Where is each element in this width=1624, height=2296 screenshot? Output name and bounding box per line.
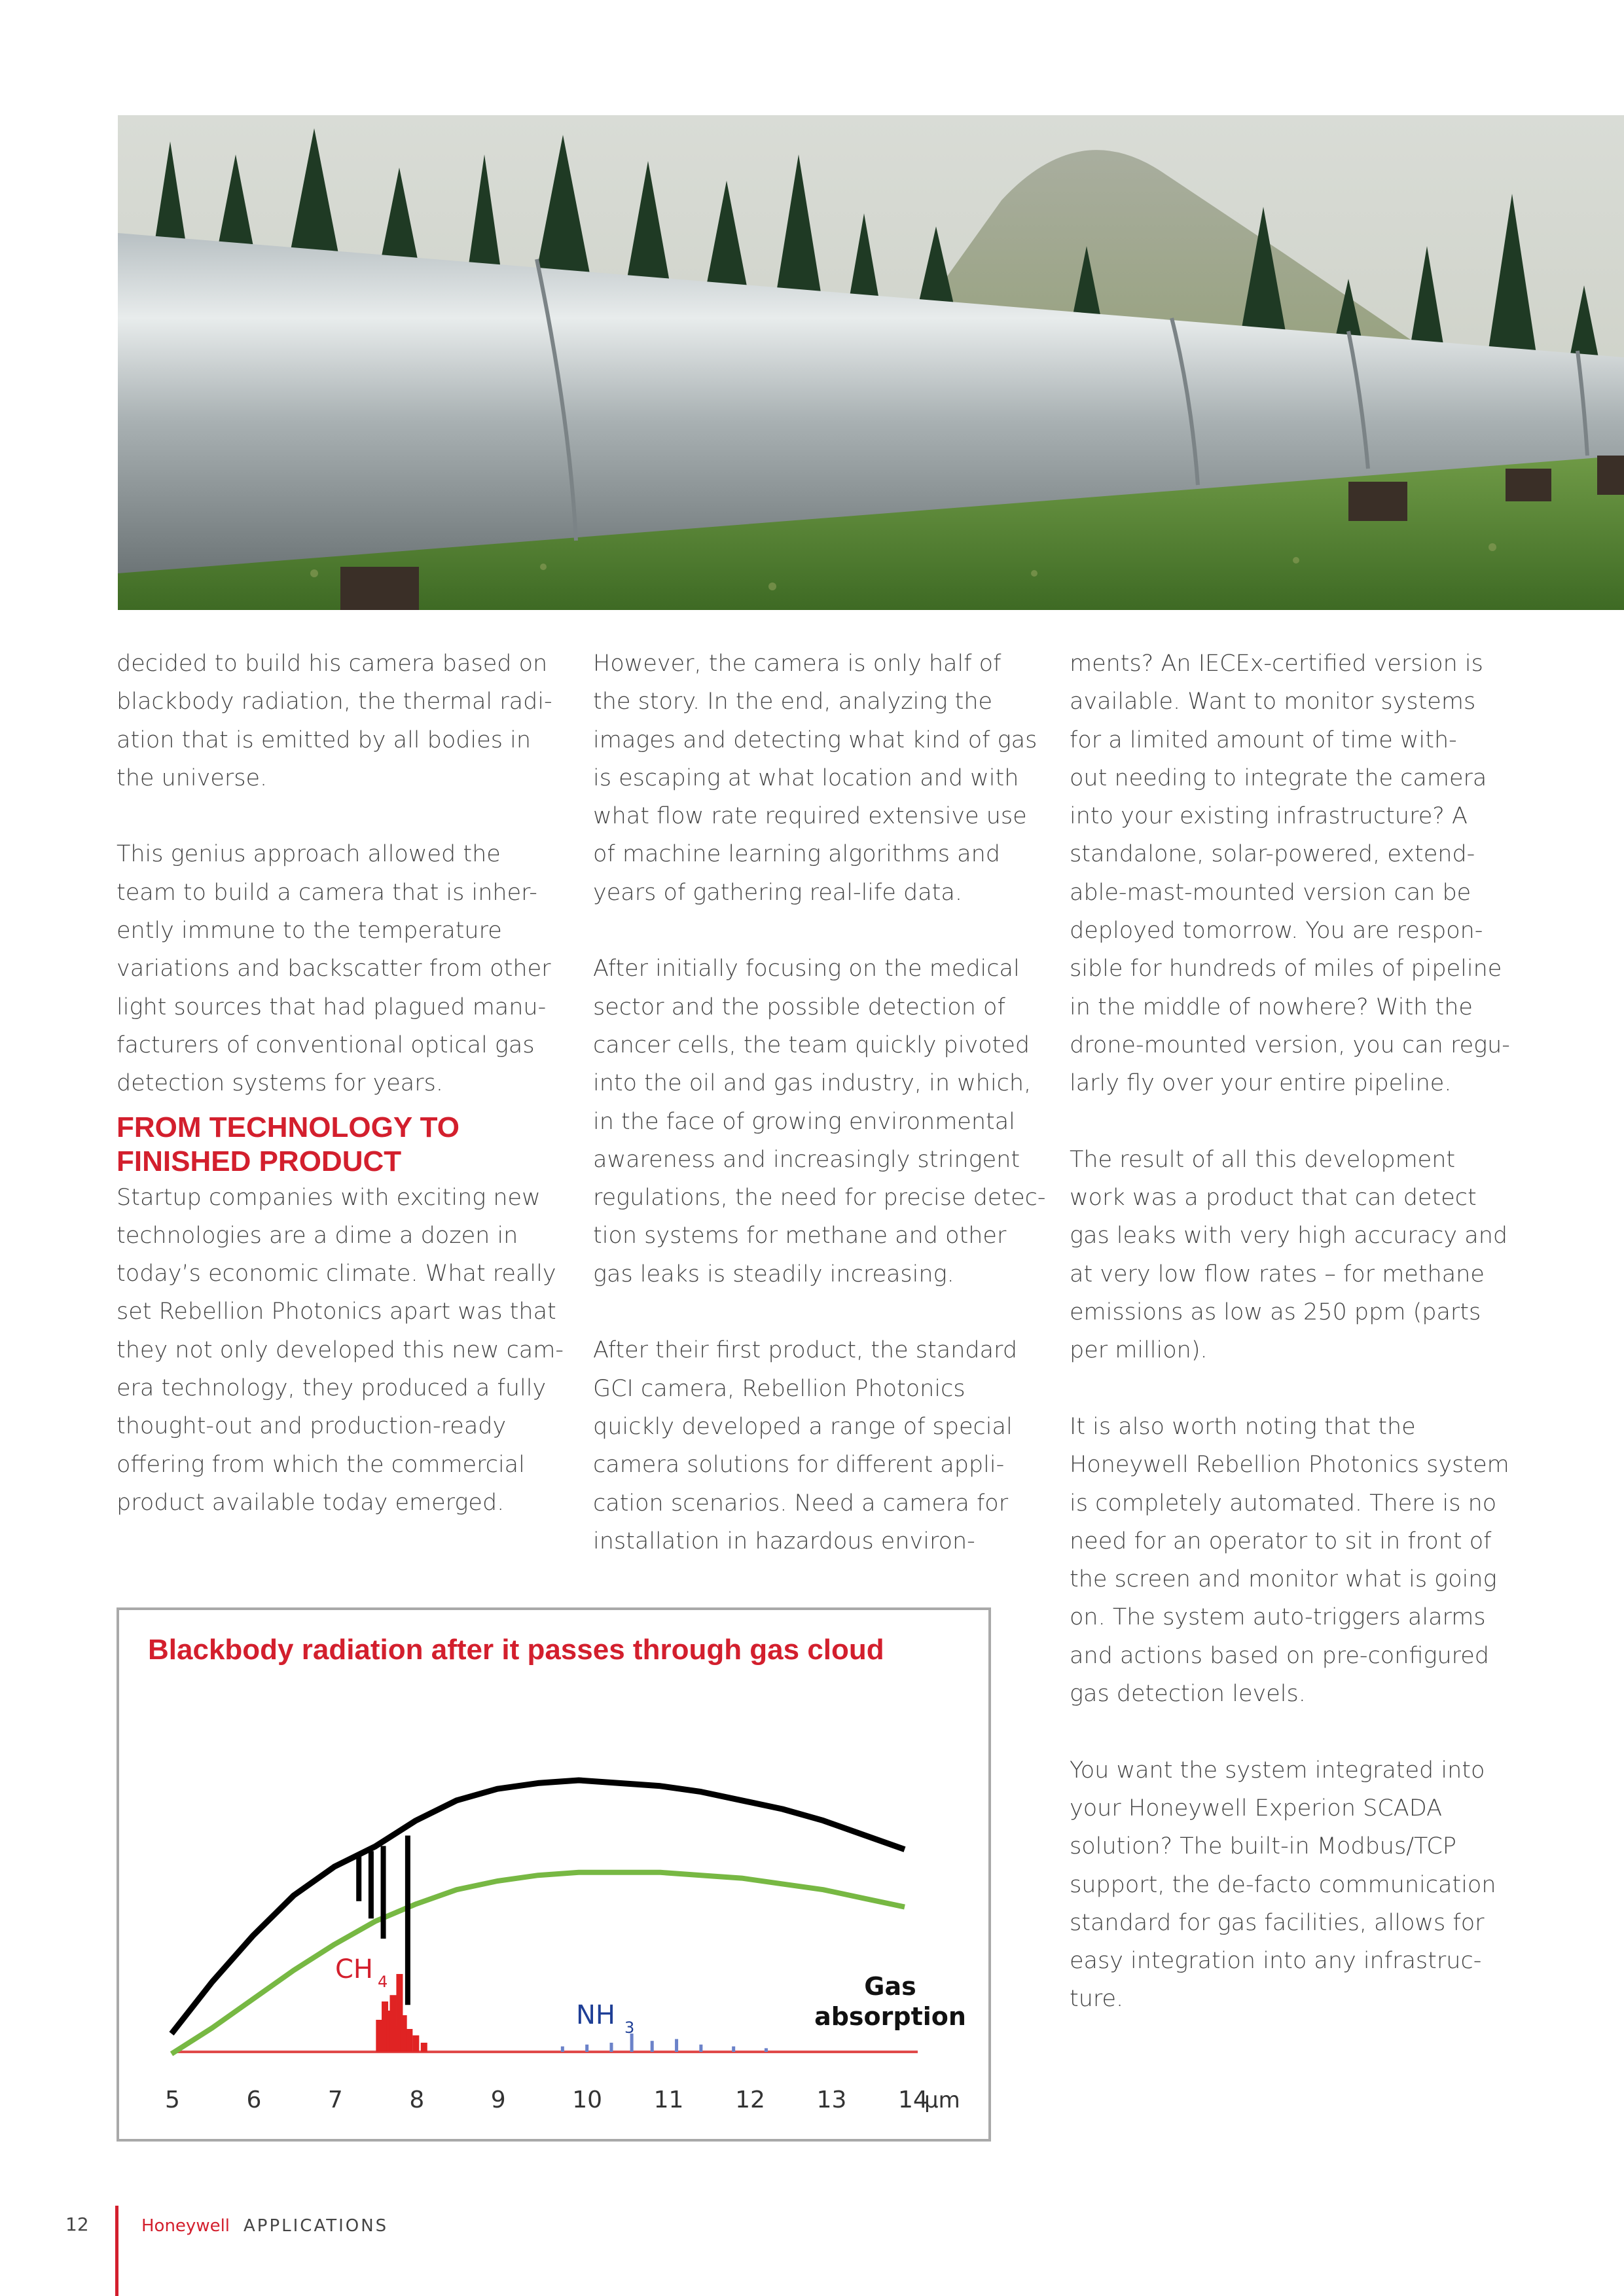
text-line: and actions based on pre-configured — [1070, 1642, 1490, 1669]
text-line: support, the de-facto communication — [1070, 1871, 1496, 1898]
text-line: installation in hazardous environ- — [593, 1528, 975, 1554]
text-line: gas leaks is steadily increasing. — [593, 1261, 954, 1287]
text-line: sible for hundreds of miles of pipeline — [1070, 956, 1502, 982]
x-tick-label: 5 — [165, 2087, 180, 2113]
text-line: offering from which the commercial — [117, 1451, 525, 1478]
text-line: However, the camera is only half of — [593, 651, 1001, 677]
text-line: blackbody radiation, the thermal radi- — [117, 689, 552, 715]
text-line: set Rebellion Photonics apart was that — [117, 1299, 556, 1325]
chart-svg — [119, 1610, 988, 2139]
text-line: After initially focusing on the medical — [593, 956, 1020, 982]
text-line: ation that is emitted by all bodies in — [117, 726, 532, 753]
text-line: what flow rate required extensive use — [593, 803, 1027, 830]
series-line-1 — [171, 1780, 905, 2034]
text-line: detection systems for years. — [117, 1070, 444, 1097]
text-line: quickly developed a range of special — [593, 1413, 1013, 1440]
text-line: gas leaks with very high accuracy and — [1070, 1223, 1508, 1249]
text-line: awareness and increasingly stringent — [593, 1146, 1020, 1173]
text-line: images and detecting what kind of gas — [593, 726, 1038, 753]
text-line: variations and backscatter from other — [117, 956, 551, 982]
paragraph — [593, 645, 1038, 912]
text-line: After their first product, the standard — [593, 1337, 1018, 1364]
text-line: The result of all this development — [1070, 1146, 1456, 1173]
text-line: your Honeywell Experion SCADA — [1070, 1795, 1443, 1821]
paragraph — [1070, 1141, 1508, 1370]
paragraph — [117, 835, 555, 1102]
text-line: product available today emerged. — [117, 1489, 505, 1516]
text-line: per million). — [1070, 1337, 1208, 1364]
text-line: solution? The built-in Modbus/TCP — [1070, 1833, 1456, 1860]
text-line: ments? An IECEx-certified version is — [1070, 651, 1483, 677]
paragraph — [593, 1331, 1032, 1560]
text-line: thought-out and production-ready — [117, 1413, 507, 1440]
footer-divider — [115, 2206, 118, 2296]
text-line: available. Want to monitor systems — [1070, 689, 1476, 715]
text-line: sector and the possible detection of — [593, 994, 1005, 1020]
text-line: facturers of conventional optical gas — [117, 1031, 535, 1058]
section-heading — [117, 1111, 555, 1179]
text-line: the screen and monitor what is going — [1070, 1566, 1497, 1593]
text-column-3 — [1070, 645, 1508, 2018]
x-tick-label: 9 — [490, 2087, 506, 2113]
text-line: years of gathering real-life data. — [593, 879, 962, 906]
x-tick-label: 11 — [653, 2087, 684, 2113]
text-line: is completely automated. There is no — [1070, 1490, 1497, 1516]
text-line: era technology, they produced a fully — [117, 1375, 547, 1402]
text-line: Startup companies with exciting new — [117, 1184, 541, 1211]
text-line: on. The system auto-triggers alarms — [1070, 1604, 1486, 1631]
text-line: into your existing infrastructure? A — [1070, 803, 1468, 830]
text-line: GCI camera, Rebellion Photonics — [593, 1375, 965, 1402]
text-line: out needing to integrate the camera — [1070, 764, 1487, 791]
gas-absorption-label-2: absorption — [814, 2002, 966, 2031]
x-tick-label: 12 — [735, 2087, 765, 2113]
text-line: light sources that had plagued manu- — [117, 994, 547, 1020]
paragraph — [1070, 1751, 1508, 2018]
text-line: ture. — [1070, 1986, 1124, 2013]
ch4-subscript: 4 — [378, 1973, 388, 1991]
paragraph — [1070, 1408, 1508, 1713]
page-footer — [0, 2206, 1624, 2296]
paragraph — [593, 950, 1046, 1293]
text-line: ently immune to the temperature — [117, 918, 502, 944]
page-number: 12 — [65, 2214, 89, 2235]
text-line: Honeywell Rebellion Photonics system — [1070, 1452, 1509, 1479]
series-line-2 — [171, 1873, 905, 2054]
text-line: in the face of growing environmental — [593, 1108, 1015, 1135]
text-line: work was a product that can detect — [1070, 1185, 1477, 1211]
x-tick-label: 14 — [898, 2087, 928, 2113]
pipeline-photo — [118, 115, 1624, 610]
x-tick-label: 13 — [816, 2087, 847, 2113]
text-line: into the oil and gas industry, in which, — [593, 1070, 1032, 1097]
pipeline-image — [118, 115, 1624, 610]
text-line: they not only developed this new cam- — [117, 1336, 564, 1363]
heading-line: FROM TECHNOLOGY TO — [117, 1111, 460, 1143]
text-line: need for an operator to sit in front of — [1070, 1528, 1492, 1554]
text-line: This genius approach allowed the — [117, 841, 501, 868]
text-line: standard for gas facilities, allows for — [1070, 1909, 1485, 1936]
text-column-2 — [593, 645, 1046, 1560]
text-line: of machine learning algorithms and — [593, 841, 1001, 868]
paragraph — [1070, 645, 1508, 1103]
text-line: easy integration into any infrastruc- — [1070, 1948, 1482, 1975]
text-line: gas detection levels. — [1070, 1681, 1306, 1708]
footer-brand: Honeywell — [141, 2216, 230, 2236]
text-line: deployed tomorrow. You are respon- — [1070, 918, 1483, 944]
text-line: is escaping at what location and with — [593, 764, 1019, 791]
text-line: standalone, solar-powered, extend- — [1070, 841, 1475, 868]
text-line: drone-mounted version, you can regu- — [1070, 1031, 1510, 1058]
heading-line: FINISHED PRODUCT — [117, 1145, 402, 1177]
paragraph — [117, 1179, 564, 1522]
chart-title: Blackbody radiation after it passes through gas cloud — [148, 1634, 884, 1666]
x-tick-label: 8 — [409, 2087, 425, 2113]
text-line: It is also worth noting that the — [1070, 1413, 1416, 1440]
footer-section: APPLICATIONS — [244, 2216, 389, 2236]
text-line: regulations, the need for precise detec- — [593, 1185, 1046, 1211]
ch4-label: CH — [335, 1954, 374, 1984]
text-line: larly fly over your entire pipeline. — [1070, 1070, 1452, 1097]
text-line: emissions as low as 250 ppm (parts — [1070, 1299, 1481, 1326]
text-line: today’s economic climate. What really — [117, 1261, 556, 1287]
text-line: camera solutions for different appli- — [593, 1452, 1005, 1479]
nh3-subscript: 3 — [624, 2018, 635, 2037]
x-tick-label: 7 — [327, 2087, 343, 2113]
paragraph — [117, 645, 555, 797]
text-line: able-mast-mounted version can be — [1070, 879, 1471, 906]
text-line: decided to build his camera based on — [117, 651, 548, 677]
nh3-label: NH — [576, 2000, 615, 2030]
x-tick-label: 10 — [572, 2087, 603, 2113]
text-line: cancer cells, the team quickly pivoted — [593, 1031, 1030, 1058]
x-unit-label: μm — [924, 2087, 960, 2113]
text-line: cation scenarios. Need a camera for — [593, 1490, 1009, 1516]
chart-figure — [117, 1607, 991, 2142]
text-line: technologies are a dime a dozen in — [117, 1222, 518, 1249]
text-line: tion systems for methane and other — [593, 1223, 1007, 1249]
text-line: for a limited amount of time with- — [1070, 726, 1457, 753]
text-line: the story. In the end, analyzing the — [593, 689, 993, 715]
x-tick-label: 6 — [246, 2087, 262, 2113]
text-line: at very low flow rates – for methane — [1070, 1261, 1485, 1287]
text-line: team to build a camera that is inher- — [117, 879, 537, 906]
text-column-1 — [117, 645, 564, 1522]
text-line: in the middle of nowhere? With the — [1070, 994, 1473, 1020]
text-line: the universe. — [117, 764, 268, 791]
gas-absorption-label-1: Gas — [864, 1972, 916, 2001]
text-line: You want the system integrated into — [1070, 1757, 1485, 1784]
